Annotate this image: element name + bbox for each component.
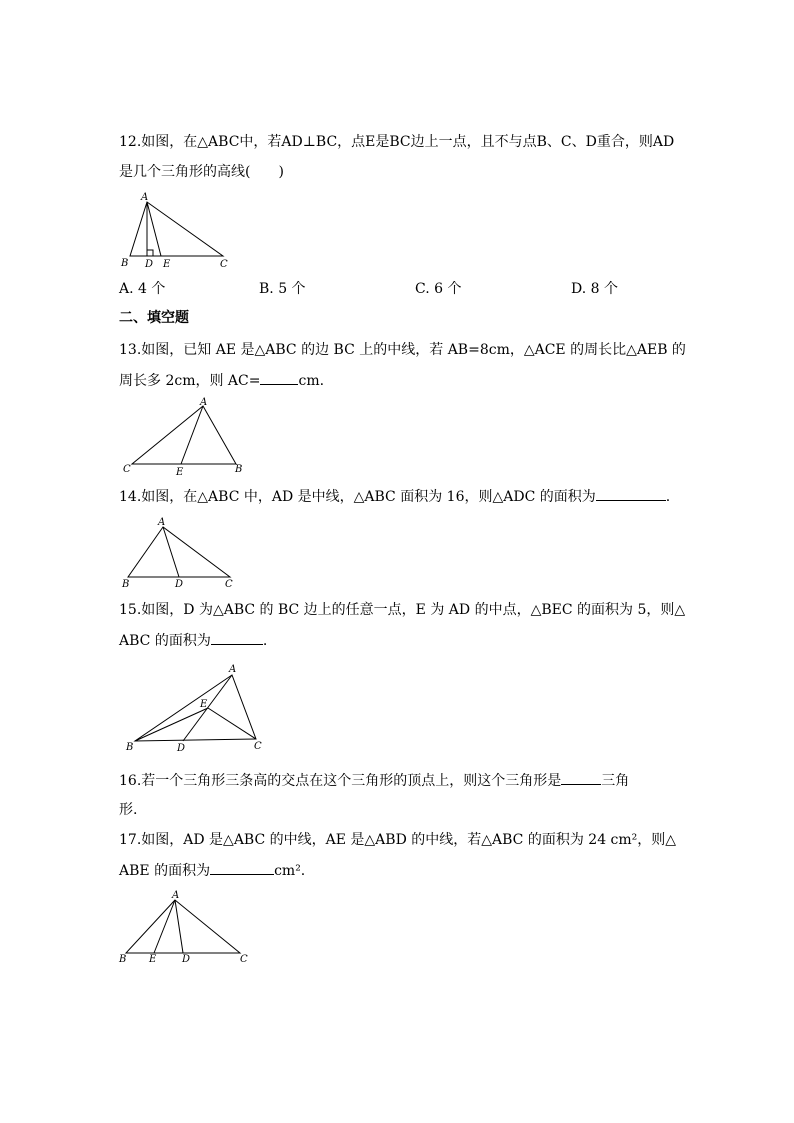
q13-text-line1: 13.如图，已知 AE 是△ABC 的边 BC 上的中线，若 AB=8cm，△ACE 的周长比△AEB 的: [119, 342, 686, 358]
q14-triangle: [128, 527, 230, 577]
q12-option-b: B. 5 个: [259, 281, 306, 297]
q15-label-a: A: [229, 664, 237, 675]
q17-text-line2: [119, 860, 305, 881]
q12-right-angle-mark: [147, 250, 153, 256]
q15-triangle: [135, 675, 256, 741]
q13-text-line2: [119, 370, 324, 391]
q13-label-e: E: [176, 467, 184, 477]
q15-text-line2: [119, 630, 267, 651]
q13-label-a: A: [200, 397, 208, 408]
q15-text-post: .: [262, 633, 268, 649]
q12-text-line2: 是几个三角形的高线( ): [119, 164, 284, 180]
q16-text-line2: 形.: [119, 802, 138, 818]
q14-text-line1: [119, 486, 670, 507]
q16-text-post: 三角: [601, 773, 630, 789]
q15-label-e: E: [200, 699, 208, 710]
q17-label-a: A: [172, 890, 180, 901]
q14-label-b: B: [122, 579, 130, 590]
q12-option-a: A. 4 个: [119, 281, 166, 297]
q12-text-line1: 12.如图，在△ABC中，若AD⊥BC，点E是BC边上一点，且不与点B、C、D重合，则AD: [119, 134, 675, 150]
q17-label-d: D: [182, 954, 191, 965]
q14-figure: [118, 515, 243, 593]
q13-label-b: B: [235, 464, 243, 475]
q16-text-line1: [119, 770, 629, 791]
q17-median-ae: [154, 900, 175, 953]
q12-label-e: E: [163, 259, 171, 270]
q14-answer-blank: [596, 486, 666, 501]
q13-text-post: cm.: [298, 373, 325, 389]
q15-text-line1: 15.如图，D 为△ABC 的 BC 边上的任意一点，E 为 AD 的中点，△BEC 的面积为 5，则△: [119, 602, 686, 618]
q12-label-a: A: [141, 192, 149, 203]
q13-text-pre: 周长多 2cm，则 AC=: [119, 373, 261, 389]
q12-label-b: B: [121, 258, 129, 269]
q13-label-c: C: [123, 464, 131, 475]
q13-answer-blank: [260, 370, 298, 385]
q15-answer-blank: [211, 630, 263, 645]
q15-segment-be: [135, 708, 208, 741]
q17-median-ad: [175, 900, 183, 953]
q12-option-d: D. 8 个: [571, 281, 618, 297]
q14-text-pre: 14.如图，在△ABC 中，AD 是中线，△ABC 面积为 16，则△ADC 的面积为: [119, 489, 596, 505]
q16-answer-blank: [561, 770, 601, 785]
q14-median-ad: [163, 527, 179, 577]
q12-label-d: D: [145, 259, 154, 270]
q12-label-c: C: [220, 259, 228, 270]
q16-text-pre: 16.若一个三角形三条高的交点在这个三角形的顶点上，则这个三角形是: [119, 773, 562, 789]
q15-label-b: B: [126, 742, 134, 753]
q14-label-d: D: [175, 579, 184, 590]
q15-label-d: D: [177, 743, 186, 754]
q17-answer-blank: [210, 860, 274, 875]
q12-triangle: [130, 202, 223, 256]
q14-label-c: C: [225, 579, 233, 590]
q14-text-post: .: [665, 489, 671, 505]
q15-figure: [118, 660, 278, 755]
q17-label-c: C: [240, 954, 248, 965]
q17-label-b: B: [119, 954, 127, 965]
q17-triangle: [126, 900, 240, 953]
q17-figure: [113, 885, 253, 967]
q15-label-c: C: [254, 741, 262, 752]
q17-label-e: E: [149, 954, 157, 965]
q13-figure: [118, 395, 253, 477]
q17-text-post: cm².: [274, 863, 306, 879]
q12-option-c: C. 6 个: [415, 281, 462, 297]
q15-segment-ec: [208, 708, 256, 739]
q17-text-line1: 17.如图，AD 是△ABC 的中线，AE 是△ABD 的中线，若△ABC 的面积为 24 cm²，则△: [119, 832, 677, 848]
q14-label-a: A: [158, 517, 166, 528]
q17-text-pre: ABE 的面积为: [119, 863, 211, 879]
section-heading: 二、填空题: [119, 310, 189, 326]
q12-figure: [115, 190, 240, 270]
q15-text-pre: ABC 的面积为: [119, 633, 211, 649]
